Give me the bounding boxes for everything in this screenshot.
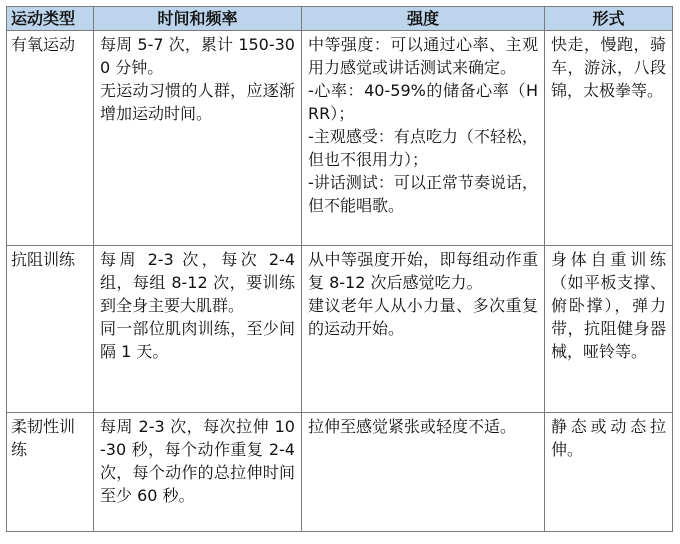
cell-form-flexibility: 静态或动态拉伸。: [545, 413, 673, 532]
header-intensity: 强度: [302, 7, 545, 31]
header-form: 形式: [545, 7, 673, 31]
cell-type-aerobic: 有氧运动: [7, 31, 94, 246]
intensity-line: -心率：40-59%的储备心率（HRR）；: [308, 81, 538, 123]
exercise-guidelines-table: [6, 6, 673, 532]
cell-frequency-flexibility: [94, 413, 302, 532]
frequency-line: 每周 2-3 次，每次 2-4 组，每组 8-12 次，要训练到全身主要大肌群。: [100, 250, 295, 315]
table-header-row: [7, 7, 673, 31]
intensity-line: 拉伸至感觉紧张或轻度不适。: [308, 417, 517, 436]
cell-frequency-aerobic: [94, 31, 302, 246]
header-time-frequency: 时间和频率: [94, 7, 302, 31]
cell-type-resistance: 抗阻训练: [7, 246, 94, 413]
intensity-line: -主观感受：有点吃力（不轻松，但也不很用力）；: [308, 127, 538, 169]
frequency-line: 每周 5-7 次，累计 150-300 分钟。: [100, 35, 295, 77]
cell-form-resistance: 身体自重训练（如平板支撑、俯卧撑），弹力带，抗阻健身器械，哑铃等。: [545, 246, 673, 413]
cell-frequency-resistance: [94, 246, 302, 413]
cell-intensity-flexibility: [302, 413, 545, 532]
intensity-line: 建议老年人从小力量、多次重复的运动开始。: [308, 296, 538, 338]
frequency-line: 无运动习惯的人群，应逐渐增加运动时间。: [100, 81, 295, 123]
table-row-resistance: [7, 246, 673, 413]
cell-form-aerobic: 快走，慢跑，骑车，游泳，八段锦，太极拳等。: [545, 31, 673, 246]
table-row-aerobic: [7, 31, 673, 246]
intensity-line: -讲话测试：可以正常节奏说话，但不能唱歌。: [308, 173, 538, 215]
exercise-guidelines-table-container: [6, 6, 672, 532]
cell-intensity-resistance: [302, 246, 545, 413]
intensity-line: 中等强度：可以通过心率、主观用力感觉或讲话测试来确定。: [308, 35, 538, 77]
table-row-flexibility: [7, 413, 673, 532]
frequency-line: 同一部位肌肉训练，至少间隔 1 天。: [100, 319, 295, 361]
intensity-line: 从中等强度开始，即每组动作重复 8-12 次后感觉吃力。: [308, 250, 538, 292]
frequency-line: 每周 2-3 次，每次拉伸 10-30 秒，每个动作重复 2-4 次，每个动作的总拉伸时间至少 60 秒。: [100, 417, 295, 505]
cell-type-flexibility: 柔韧性训练: [7, 413, 94, 532]
header-exercise-type: 运动类型: [7, 7, 94, 31]
cell-intensity-aerobic: [302, 31, 545, 246]
